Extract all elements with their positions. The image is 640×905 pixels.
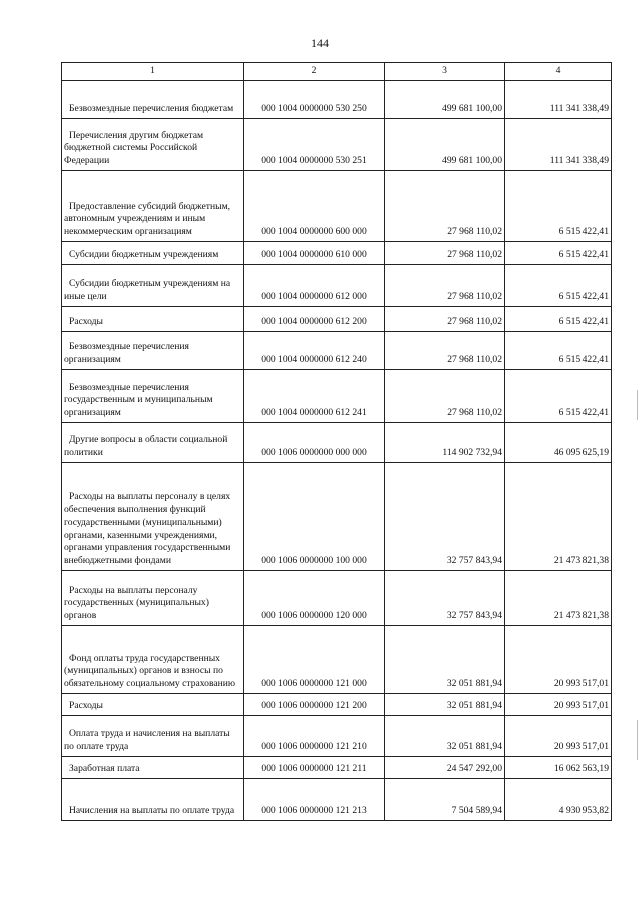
row-plan: 114 902 732,94 (385, 423, 505, 463)
row-plan: 32 757 843,94 (385, 463, 505, 571)
table-body (62, 81, 612, 821)
row-fact: 20 993 517,01 (505, 694, 612, 716)
row-code: 000 1004 0000000 612 240 (244, 332, 385, 370)
row-code: 000 1006 0000000 121 211 (244, 757, 385, 779)
header-row (62, 63, 612, 81)
row-name: Фонд оплаты труда государственных (муниципальных) органов и взносы по обязательному социальному страхованию (62, 626, 244, 694)
column-header-2: 2 (244, 63, 385, 81)
row-plan: 7 504 589,94 (385, 779, 505, 821)
page-number: 144 (311, 36, 329, 50)
scan-artifact (637, 390, 638, 420)
row-plan: 27 968 110,02 (385, 242, 505, 265)
row-code: 000 1004 0000000 612 200 (244, 307, 385, 332)
table-row (62, 332, 612, 370)
row-fact: 20 993 517,01 (505, 716, 612, 757)
row-fact: 111 341 338,49 (505, 119, 612, 171)
row-plan: 499 681 100,00 (385, 81, 505, 119)
row-fact: 4 930 953,82 (505, 779, 612, 821)
row-fact: 46 095 625,19 (505, 423, 612, 463)
table-row (62, 307, 612, 332)
table-row (62, 171, 612, 242)
row-name: Безвозмездные перечисления бюджетам (62, 81, 244, 119)
row-name: Безвозмездные перечисления государственным и муниципальным организациям (62, 370, 244, 423)
row-plan: 27 968 110,02 (385, 332, 505, 370)
row-code: 000 1006 0000000 121 213 (244, 779, 385, 821)
scan-artifact (637, 720, 638, 760)
row-name: Начисления на выплаты по оплате труда (62, 779, 244, 821)
table-row (62, 463, 612, 571)
table-row (62, 423, 612, 463)
budget-table (61, 62, 612, 821)
row-name: Субсидии бюджетным учреждениям на иные цели (62, 265, 244, 307)
row-plan: 27 968 110,02 (385, 307, 505, 332)
row-name: Безвозмездные перечисления организациям (62, 332, 244, 370)
row-name: Предоставление субсидий бюджетным, автономным учреждениям и иным некоммерческим организациям (62, 171, 244, 242)
row-name: Расходы на выплаты персоналу государственных (муниципальных) органов (62, 571, 244, 626)
row-fact: 111 341 338,49 (505, 81, 612, 119)
row-fact: 21 473 821,38 (505, 571, 612, 626)
row-fact: 6 515 422,41 (505, 307, 612, 332)
row-code: 000 1004 0000000 612 241 (244, 370, 385, 423)
row-code: 000 1004 0000000 600 000 (244, 171, 385, 242)
row-fact: 6 515 422,41 (505, 370, 612, 423)
row-code: 000 1006 0000000 120 000 (244, 571, 385, 626)
table-row (62, 119, 612, 171)
table-header (62, 63, 612, 81)
row-name: Расходы (62, 694, 244, 716)
row-name: Расходы на выплаты персоналу в целях обеспечения выполнения функций государственными (муниципальными) органами, казенными учреждениями, органами управления государственными внебюджетными фондами (62, 463, 244, 571)
table-row (62, 716, 612, 757)
row-code: 000 1004 0000000 530 250 (244, 81, 385, 119)
row-name: Перечисления другим бюджетам бюджетной системы Российской Федерации (62, 119, 244, 171)
table-row (62, 694, 612, 716)
row-plan: 32 051 881,94 (385, 716, 505, 757)
row-plan: 27 968 110,02 (385, 171, 505, 242)
row-plan: 32 757 843,94 (385, 571, 505, 626)
row-code: 000 1004 0000000 612 000 (244, 265, 385, 307)
table-row (62, 779, 612, 821)
row-plan: 27 968 110,02 (385, 265, 505, 307)
row-name: Оплата труда и начисления на выплаты по оплате труда (62, 716, 244, 757)
row-name: Заработная плата (62, 757, 244, 779)
table-row (62, 626, 612, 694)
table-row (62, 757, 612, 779)
row-name: Субсидии бюджетным учреждениям (62, 242, 244, 265)
row-code: 000 1004 0000000 610 000 (244, 242, 385, 265)
row-plan: 27 968 110,02 (385, 370, 505, 423)
column-header-1: 1 (62, 63, 244, 81)
table-row (62, 571, 612, 626)
table-row (62, 242, 612, 265)
row-code: 000 1004 0000000 530 251 (244, 119, 385, 171)
row-name: Другие вопросы в области социальной политики (62, 423, 244, 463)
table-row (62, 265, 612, 307)
row-code: 000 1006 0000000 000 000 (244, 423, 385, 463)
row-fact: 6 515 422,41 (505, 242, 612, 265)
row-code: 000 1006 0000000 121 200 (244, 694, 385, 716)
table-row (62, 370, 612, 423)
table-row (62, 81, 612, 119)
row-code: 000 1006 0000000 121 000 (244, 626, 385, 694)
row-fact: 16 062 563,19 (505, 757, 612, 779)
row-name: Расходы (62, 307, 244, 332)
row-code: 000 1006 0000000 100 000 (244, 463, 385, 571)
row-fact: 6 515 422,41 (505, 265, 612, 307)
row-plan: 32 051 881,94 (385, 626, 505, 694)
row-fact: 20 993 517,01 (505, 626, 612, 694)
row-plan: 32 051 881,94 (385, 694, 505, 716)
row-plan: 24 547 292,00 (385, 757, 505, 779)
row-fact: 6 515 422,41 (505, 171, 612, 242)
row-plan: 499 681 100,00 (385, 119, 505, 171)
column-header-4: 4 (505, 63, 612, 81)
column-header-3: 3 (385, 63, 505, 81)
row-fact: 21 473 821,38 (505, 463, 612, 571)
row-code: 000 1006 0000000 121 210 (244, 716, 385, 757)
row-fact: 6 515 422,41 (505, 332, 612, 370)
